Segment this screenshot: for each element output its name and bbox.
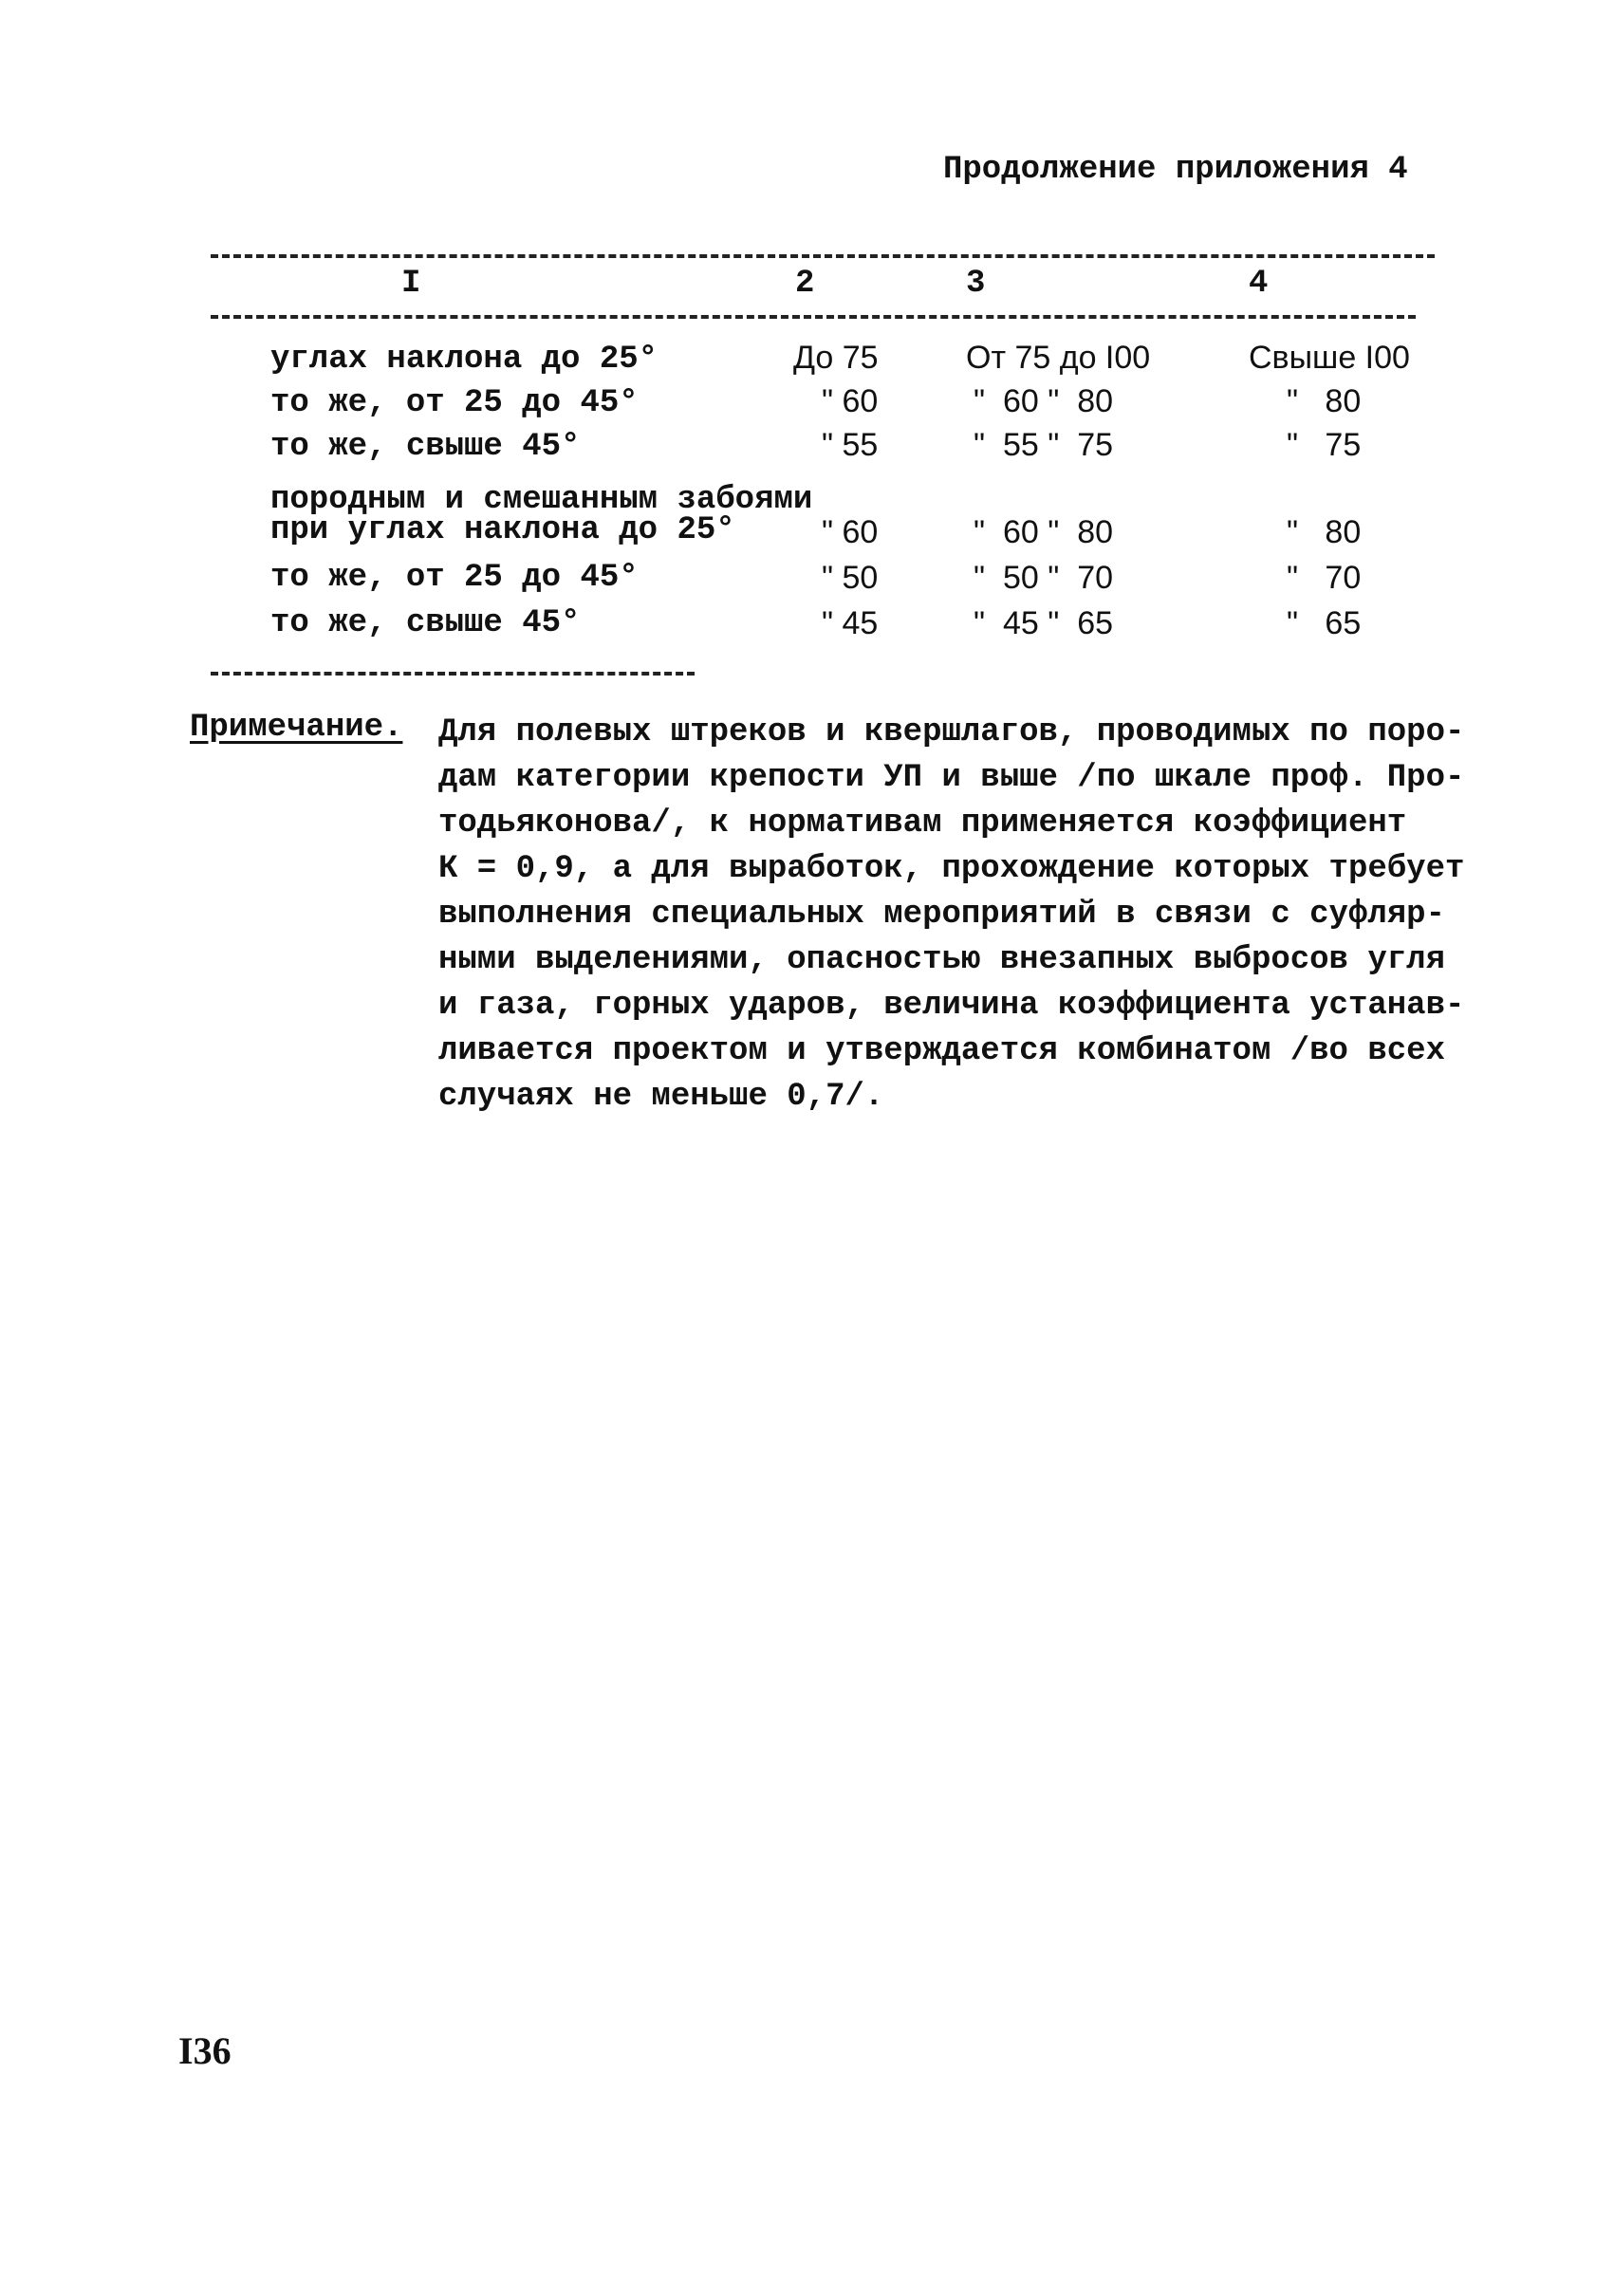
column-header-2: 2 bbox=[795, 266, 815, 302]
page-number: I36 bbox=[178, 2029, 232, 2072]
row-label-3: то же, свыше 45° bbox=[270, 429, 581, 465]
table-top-rule bbox=[211, 254, 1435, 258]
row-2-col-4: " 80 bbox=[1287, 383, 1362, 419]
note-line: выполнения специальных мероприятий в связи с суфляр- bbox=[438, 897, 1445, 933]
note-label: Примечание. bbox=[190, 710, 403, 746]
row-4-col-3: " 60 " 80 bbox=[974, 514, 1114, 550]
row-5-col-3: " 50 " 70 bbox=[974, 560, 1114, 596]
table-bottom-rule bbox=[211, 672, 695, 676]
row-5-col-4: " 70 bbox=[1287, 560, 1362, 596]
row-3-col-4: " 75 bbox=[1287, 427, 1362, 463]
row-6-col-2: " 45 bbox=[822, 605, 879, 641]
note-line: ными выделениями, опасностью внезапных выбросов угля bbox=[438, 942, 1445, 978]
note-line: ливается проектом и утверждается комбинатом /во всех bbox=[438, 1033, 1445, 1069]
row-6-col-3: " 45 " 65 bbox=[974, 605, 1114, 641]
row-label-2: то же, от 25 до 45° bbox=[270, 385, 639, 421]
row-1-col-2: До 75 bbox=[793, 340, 879, 376]
note-line: случаях не меньше 0,7/. bbox=[438, 1079, 884, 1115]
note-line: тодьяконова/, к нормативам применяется коэффициент bbox=[438, 805, 1407, 842]
note-line: К = 0,9, а для выработок, прохождение которых требует bbox=[438, 851, 1465, 887]
row-label-4: породным и смешанным забоями bbox=[270, 482, 813, 518]
table-header-rule bbox=[211, 315, 1416, 319]
note-line: и газа, горных ударов, величина коэффициента устанав- bbox=[438, 988, 1465, 1024]
note-text bbox=[438, 710, 1465, 1120]
row-2-col-3: " 60 " 80 bbox=[974, 383, 1114, 419]
page-header-title: Продолжение приложения 4 bbox=[943, 152, 1408, 188]
row-label-5: то же, от 25 до 45° bbox=[270, 560, 639, 596]
note-line: дам категории крепости УП и выше /по шкале проф. Про- bbox=[438, 760, 1465, 796]
row-3-col-2: " 55 bbox=[822, 427, 879, 463]
row-5-col-2: " 50 bbox=[822, 560, 879, 596]
row-label-6: то же, свыше 45° bbox=[270, 605, 581, 641]
note-line: Для полевых штреков и квершлагов, проводимых по поро- bbox=[438, 714, 1465, 750]
row-4-col-2: " 60 bbox=[822, 514, 879, 550]
row-label-4-line-2: при углах наклона до 25° bbox=[270, 512, 735, 548]
row-4-col-4: " 80 bbox=[1287, 514, 1362, 550]
column-header-4: 4 bbox=[1249, 266, 1269, 302]
row-1-col-4: Свыше I00 bbox=[1249, 340, 1410, 376]
column-header-1: I bbox=[401, 266, 421, 302]
row-6-col-4: " 65 bbox=[1287, 605, 1362, 641]
row-1-col-3: От 75 до I00 bbox=[966, 340, 1151, 376]
row-3-col-3: " 55 " 75 bbox=[974, 427, 1114, 463]
column-header-3: 3 bbox=[966, 266, 986, 302]
row-2-col-2: " 60 bbox=[822, 383, 879, 419]
row-label-1: углах наклона до 25° bbox=[270, 342, 659, 378]
